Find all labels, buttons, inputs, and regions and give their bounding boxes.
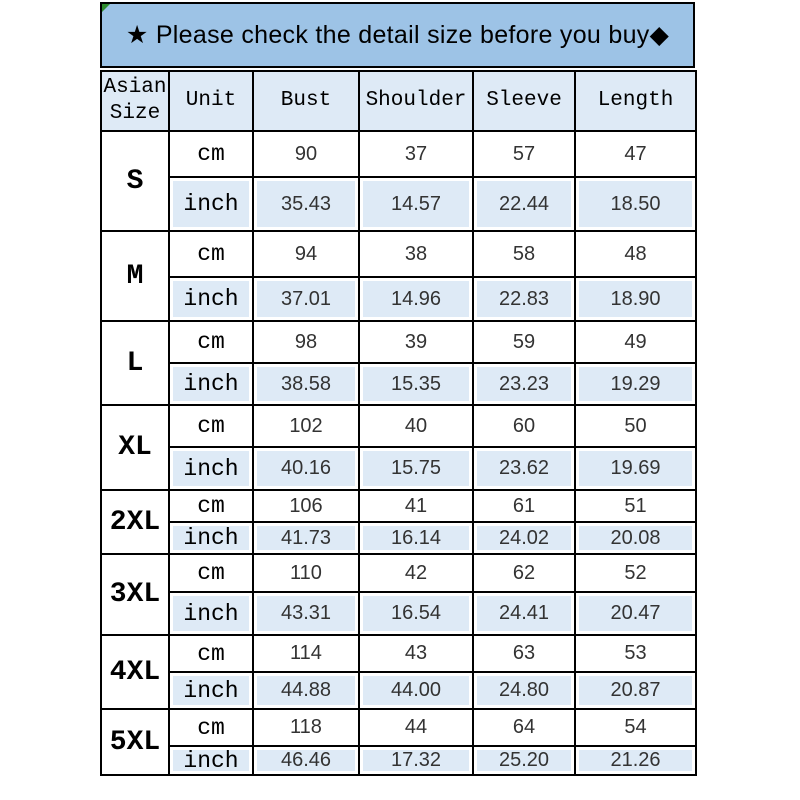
size-row-inch-M xyxy=(101,277,696,321)
value-cell-inch: 44.00 xyxy=(359,672,473,709)
value-cell-inch: 24.80 xyxy=(473,672,575,709)
value-cell-inch: 20.87 xyxy=(575,672,696,709)
size-chart-table xyxy=(100,70,697,776)
value-cell-inch: 19.29 xyxy=(575,363,696,405)
unit-inch-cell: inch xyxy=(169,522,253,554)
value-cell-cm: 47 xyxy=(575,131,696,177)
size-label-cell: XL xyxy=(101,405,169,490)
size-row-cm-5XL xyxy=(101,709,696,746)
value-cell-inch: 37.01 xyxy=(253,277,359,321)
value-cell-cm: 37 xyxy=(359,131,473,177)
header-row xyxy=(101,71,696,131)
size-label-cell: 4XL xyxy=(101,635,169,709)
value-cell-inch: 22.83 xyxy=(473,277,575,321)
value-cell-cm: 53 xyxy=(575,635,696,672)
unit-cm-cell: cm xyxy=(169,231,253,277)
value-cell-inch: 35.43 xyxy=(253,177,359,231)
value-cell-cm: 49 xyxy=(575,321,696,363)
value-cell-inch: 14.57 xyxy=(359,177,473,231)
value-cell-inch: 40.16 xyxy=(253,447,359,490)
value-cell-cm: 43 xyxy=(359,635,473,672)
value-cell-cm: 57 xyxy=(473,131,575,177)
notice-banner xyxy=(100,2,695,68)
value-cell-cm: 58 xyxy=(473,231,575,277)
value-cell-cm: 60 xyxy=(473,405,575,447)
size-row-cm-L xyxy=(101,321,696,363)
unit-cm-cell: cm xyxy=(169,554,253,592)
header-asian-size: Asian Size xyxy=(101,71,169,131)
value-cell-cm: 40 xyxy=(359,405,473,447)
unit-cm-cell: cm xyxy=(169,709,253,746)
size-label-cell: S xyxy=(101,131,169,231)
unit-inch-cell: inch xyxy=(169,177,253,231)
size-row-inch-2XL xyxy=(101,522,696,554)
value-cell-cm: 94 xyxy=(253,231,359,277)
size-row-cm-S xyxy=(101,131,696,177)
header-bust: Bust xyxy=(253,71,359,131)
value-cell-inch: 17.32 xyxy=(359,746,473,775)
unit-inch-cell: inch xyxy=(169,746,253,775)
value-cell-inch: 24.41 xyxy=(473,592,575,635)
size-row-inch-5XL xyxy=(101,746,696,775)
value-cell-cm: 61 xyxy=(473,490,575,522)
size-label-cell: 3XL xyxy=(101,554,169,635)
green-triangle-marker-icon xyxy=(102,4,110,12)
value-cell-inch: 15.75 xyxy=(359,447,473,490)
value-cell-cm: 54 xyxy=(575,709,696,746)
unit-cm-cell: cm xyxy=(169,405,253,447)
value-cell-cm: 50 xyxy=(575,405,696,447)
size-row-inch-XL xyxy=(101,447,696,490)
value-cell-cm: 90 xyxy=(253,131,359,177)
value-cell-cm: 118 xyxy=(253,709,359,746)
size-row-inch-S xyxy=(101,177,696,231)
value-cell-inch: 19.69 xyxy=(575,447,696,490)
value-cell-inch: 16.54 xyxy=(359,592,473,635)
value-cell-inch: 18.50 xyxy=(575,177,696,231)
unit-inch-cell: inch xyxy=(169,363,253,405)
value-cell-cm: 42 xyxy=(359,554,473,592)
value-cell-inch: 24.02 xyxy=(473,522,575,554)
header-shoulder: Shoulder xyxy=(359,71,473,131)
header-unit: Unit xyxy=(169,71,253,131)
size-row-cm-XL xyxy=(101,405,696,447)
value-cell-inch: 41.73 xyxy=(253,522,359,554)
value-cell-inch: 46.46 xyxy=(253,746,359,775)
value-cell-cm: 48 xyxy=(575,231,696,277)
value-cell-cm: 98 xyxy=(253,321,359,363)
size-row-cm-M xyxy=(101,231,696,277)
value-cell-inch: 16.14 xyxy=(359,522,473,554)
value-cell-inch: 43.31 xyxy=(253,592,359,635)
value-cell-inch: 38.58 xyxy=(253,363,359,405)
unit-inch-cell: inch xyxy=(169,672,253,709)
value-cell-inch: 23.62 xyxy=(473,447,575,490)
unit-cm-cell: cm xyxy=(169,321,253,363)
value-cell-inch: 18.90 xyxy=(575,277,696,321)
size-row-inch-4XL xyxy=(101,672,696,709)
value-cell-cm: 41 xyxy=(359,490,473,522)
value-cell-cm: 106 xyxy=(253,490,359,522)
value-cell-inch: 25.20 xyxy=(473,746,575,775)
value-cell-inch: 21.26 xyxy=(575,746,696,775)
notice-text: ★ Please check the detail size before you buy◆ xyxy=(125,21,670,49)
size-row-cm-2XL xyxy=(101,490,696,522)
size-row-inch-3XL xyxy=(101,592,696,635)
value-cell-cm: 102 xyxy=(253,405,359,447)
value-cell-cm: 39 xyxy=(359,321,473,363)
value-cell-inch: 14.96 xyxy=(359,277,473,321)
value-cell-cm: 114 xyxy=(253,635,359,672)
size-row-cm-4XL xyxy=(101,635,696,672)
value-cell-inch: 20.47 xyxy=(575,592,696,635)
size-label-cell: L xyxy=(101,321,169,405)
value-cell-cm: 51 xyxy=(575,490,696,522)
size-row-inch-L xyxy=(101,363,696,405)
size-label-cell: 2XL xyxy=(101,490,169,554)
unit-cm-cell: cm xyxy=(169,490,253,522)
unit-inch-cell: inch xyxy=(169,277,253,321)
value-cell-cm: 110 xyxy=(253,554,359,592)
size-chart-body xyxy=(101,131,696,775)
header-length: Length xyxy=(575,71,696,131)
size-label-cell: M xyxy=(101,231,169,321)
value-cell-inch: 44.88 xyxy=(253,672,359,709)
value-cell-cm: 59 xyxy=(473,321,575,363)
value-cell-inch: 15.35 xyxy=(359,363,473,405)
unit-inch-cell: inch xyxy=(169,592,253,635)
size-row-cm-3XL xyxy=(101,554,696,592)
unit-cm-cell: cm xyxy=(169,131,253,177)
value-cell-inch: 20.08 xyxy=(575,522,696,554)
header-sleeve: Sleeve xyxy=(473,71,575,131)
value-cell-cm: 52 xyxy=(575,554,696,592)
value-cell-cm: 62 xyxy=(473,554,575,592)
unit-inch-cell: inch xyxy=(169,447,253,490)
value-cell-cm: 63 xyxy=(473,635,575,672)
value-cell-inch: 22.44 xyxy=(473,177,575,231)
value-cell-cm: 64 xyxy=(473,709,575,746)
value-cell-cm: 38 xyxy=(359,231,473,277)
unit-cm-cell: cm xyxy=(169,635,253,672)
size-label-cell: 5XL xyxy=(101,709,169,775)
value-cell-inch: 23.23 xyxy=(473,363,575,405)
value-cell-cm: 44 xyxy=(359,709,473,746)
